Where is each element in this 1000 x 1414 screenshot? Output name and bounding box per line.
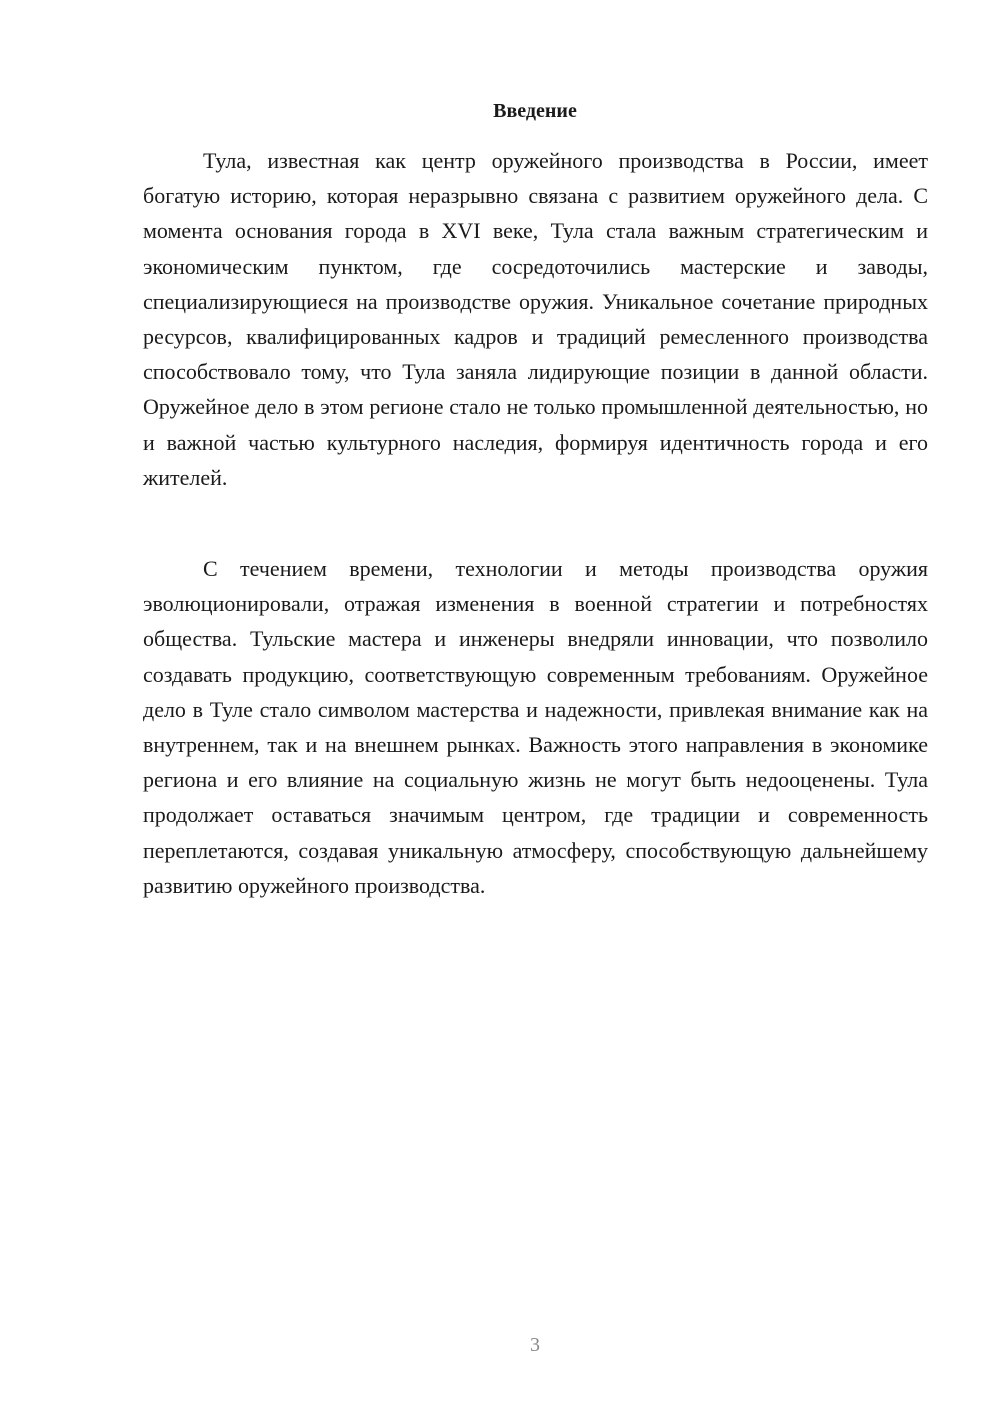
paragraph-intro-history: Тула, известная как центр оружейного производства в России, имеет богатую историю, которая неразрывно связана с развитием оружейного дела. С момента основания города в XVI веке, Тула стала важным стратегическим и экономическим пунктом, где сосредоточились мастерские и заводы, специализирующиеся на производстве оружия. Уникальное сочетание природных ресурсов, квалифицированных кадров и традиций ремесленного производства способствовало тому, что Тула заняла лидирующие позиции в данной области. Оружейное дело в этом регионе стало не только промышленной деятельностью, но и важной частью культурного наследия, формируя идентичность города и его жителей. <box>143 148 928 490</box>
page-number: 3 <box>530 1334 540 1356</box>
paragraph-evolution: С течением времени, технологии и методы производства оружия эволюционировали, отражая изменения в военной стратегии и потребностях общества. Тульские мастера и инженеры внедряли инновации, что позволило создавать продукцию, соответствующую современным требованиям. Оружейное дело в Туле стало символом мастерства и надежности, привлекая внимание как на внутреннем, так и на внешнем рынках. Важность этого направления в экономике региона и его влияние на социальную жизнь не могут быть недооценены. Тула продолжает оставаться значимым центром, где традиции и современность переплетаются, создавая уникальную атмосферу, способствующую дальнейшему развитию оружейного производства. <box>143 556 928 898</box>
section-heading: Введение <box>493 100 577 122</box>
